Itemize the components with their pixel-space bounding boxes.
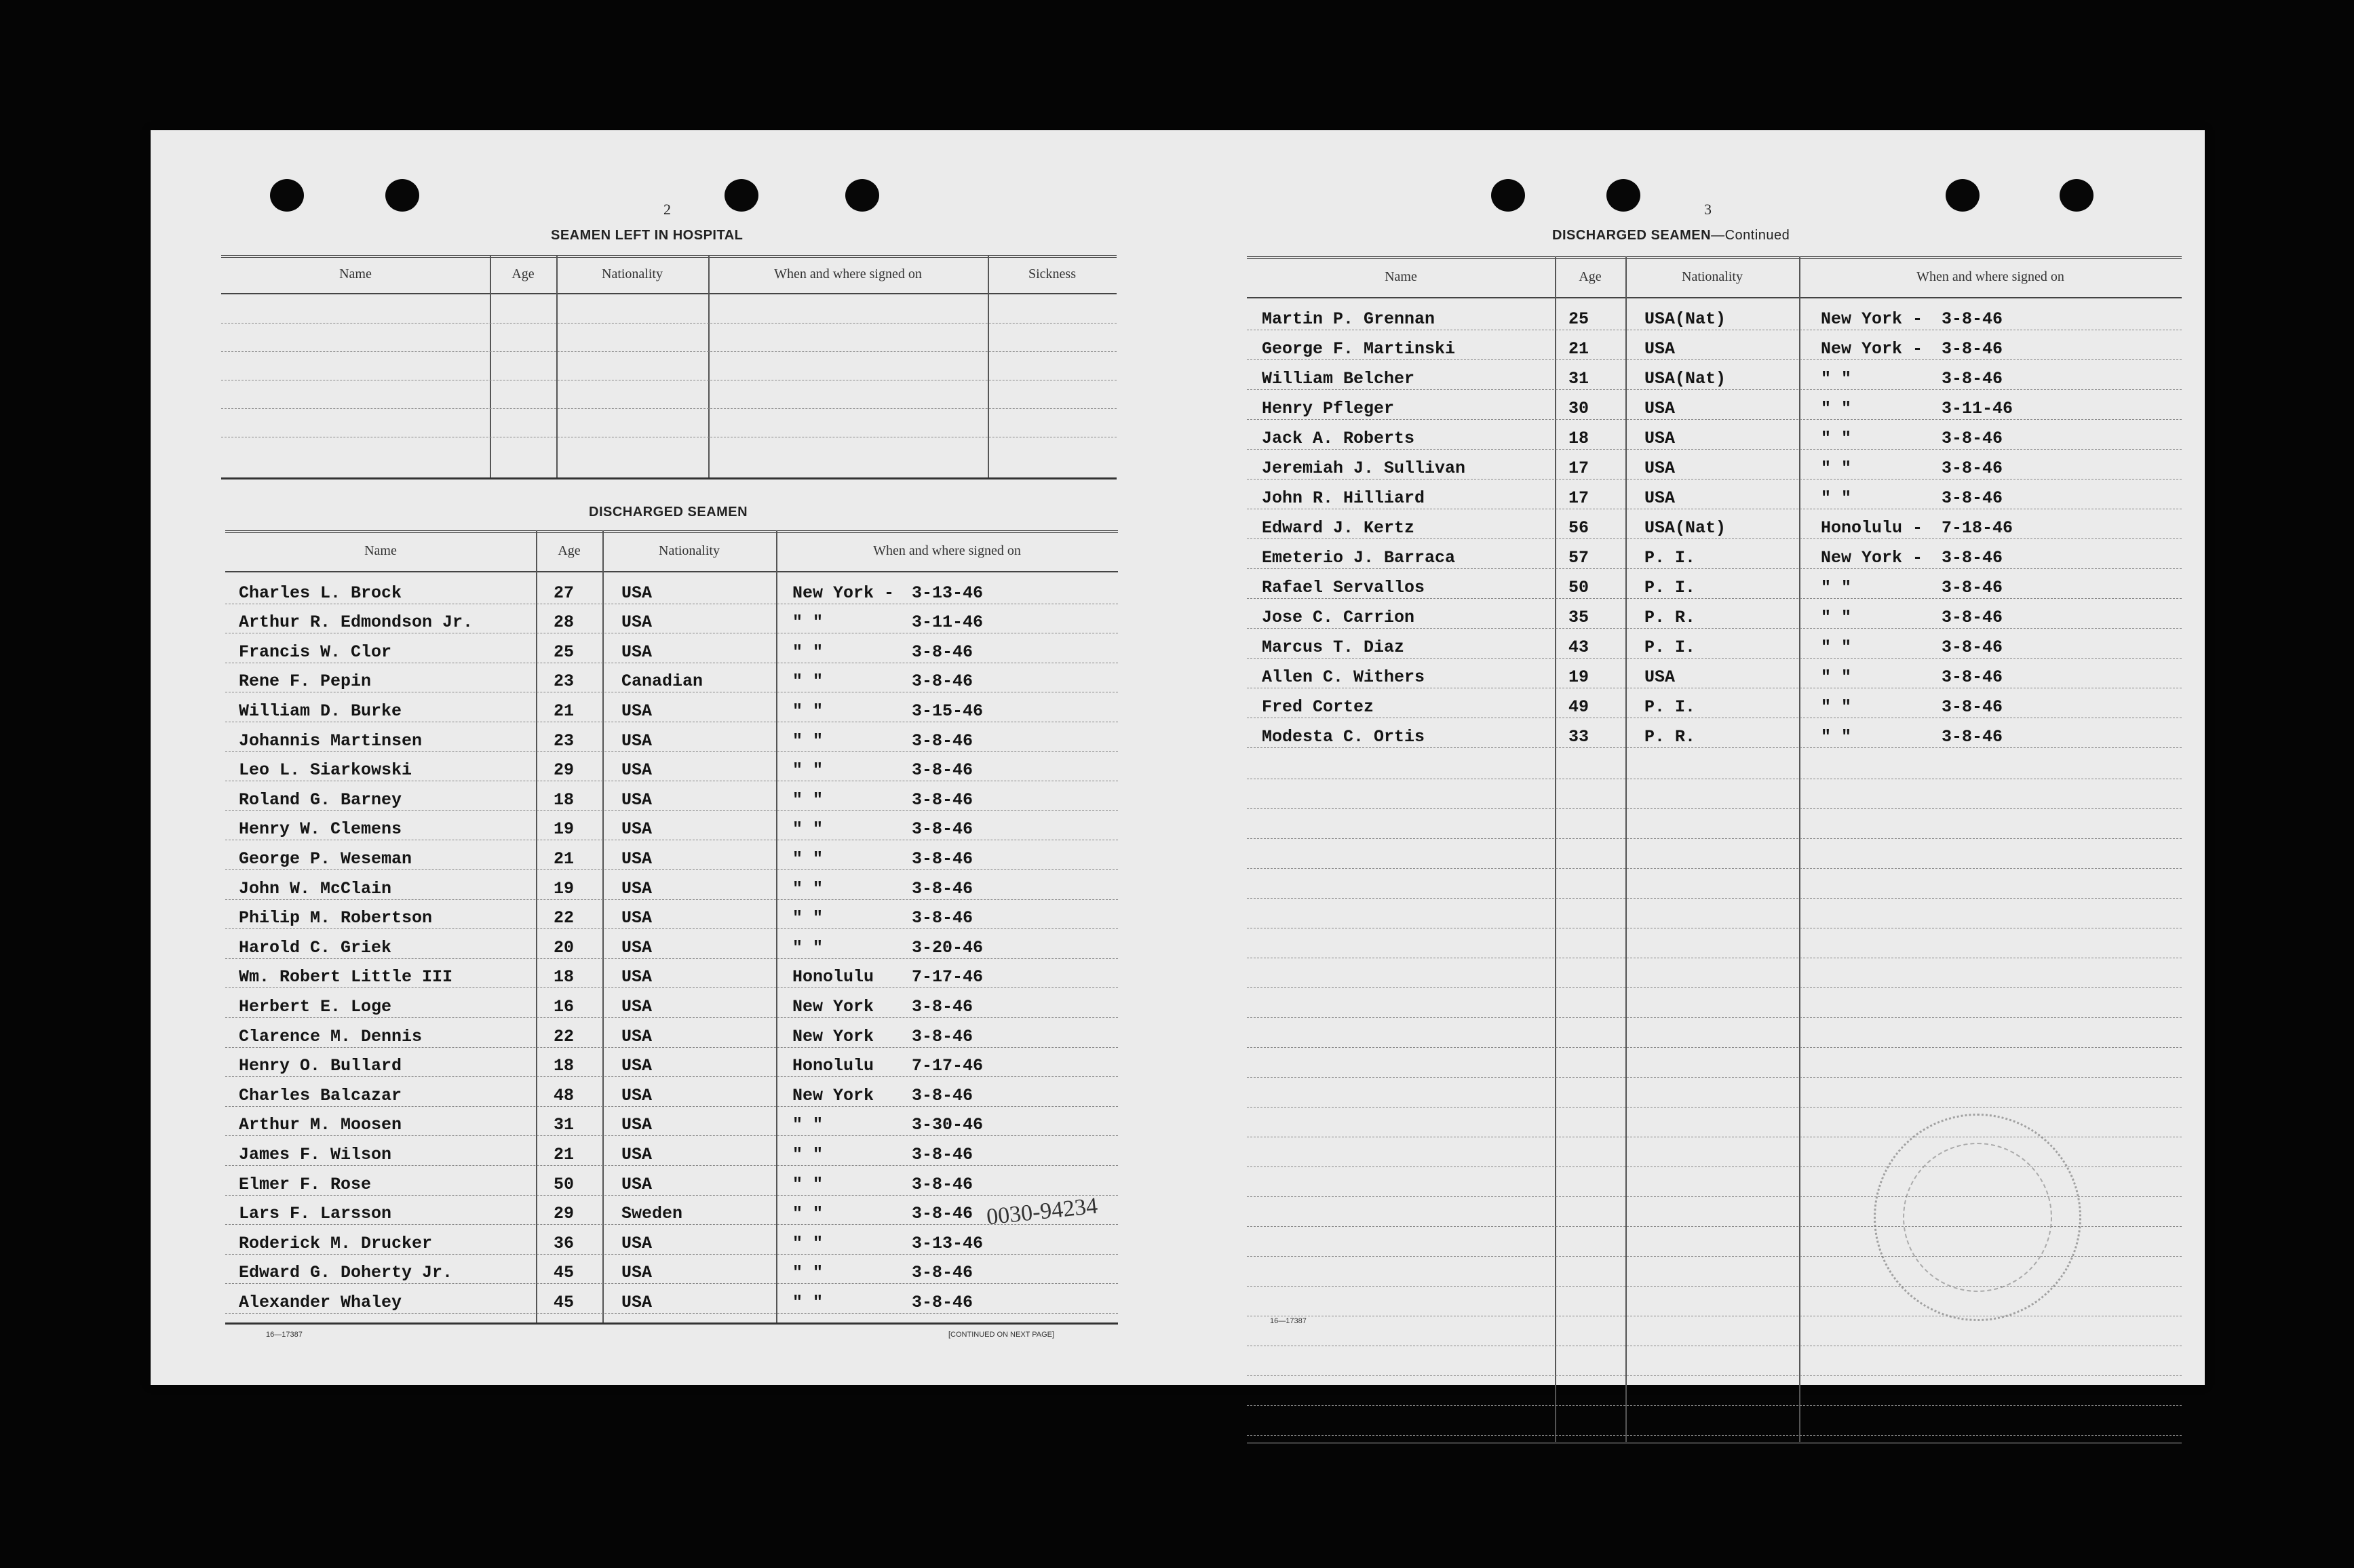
seaman-age: 35 [1568, 608, 1589, 627]
signed-on-place: " " [1821, 697, 1852, 717]
punch-hole [2060, 179, 2093, 212]
seaman-nationality: P. I. [1644, 638, 1696, 657]
signed-on-place: " " [792, 878, 824, 899]
signed-on-place: " " [1821, 399, 1852, 418]
document-sheet [151, 130, 2205, 1385]
signed-on-place: " " [792, 848, 824, 869]
continued-note: [CONTINUED ON NEXT PAGE] [948, 1331, 1055, 1339]
seaman-name: Lars F. Larsson [239, 1204, 392, 1224]
signed-on-place: " " [792, 1292, 824, 1312]
seaman-name: Alexander Whaley [239, 1292, 402, 1312]
right-section-title [1552, 228, 1790, 243]
seaman-age: 31 [554, 1115, 575, 1135]
signed-on-date: 3-11-46 [1942, 399, 2013, 418]
right-title-suffix: —Continued [1711, 228, 1790, 243]
signed-on-place: Honolulu - [1821, 518, 1923, 538]
left-header-age: Age [558, 543, 581, 558]
signed-on-place: " " [792, 701, 824, 721]
signed-on-place: " " [1821, 488, 1852, 508]
signed-on-date: 3-8-46 [1942, 429, 2003, 448]
seaman-name: Charles L. Brock [239, 583, 402, 603]
seaman-age: 25 [1568, 309, 1589, 329]
signed-on-date: 7-17-46 [912, 967, 984, 987]
table-row [225, 1078, 1118, 1108]
signed-on-date: 7-18-46 [1942, 518, 2013, 538]
seaman-age: 30 [1568, 399, 1589, 418]
right-header-signed-on: When and where signed on [1916, 269, 2064, 284]
seaman-age: 56 [1568, 518, 1589, 538]
seaman-name: Roland G. Barney [239, 789, 402, 810]
seaman-nationality: USA [621, 1144, 653, 1164]
signed-on-date: 3-8-46 [1942, 697, 2003, 717]
signed-on-date: 3-8-46 [912, 848, 973, 869]
seaman-age: 23 [554, 671, 575, 692]
signed-on-place: " " [792, 819, 824, 840]
signed-on-place: Honolulu [792, 967, 874, 987]
seaman-age: 18 [554, 967, 575, 987]
seaman-nationality: USA [1644, 458, 1676, 478]
signed-on-date: 3-8-46 [1942, 638, 2003, 657]
signed-on-place: " " [1821, 638, 1852, 657]
signed-on-date: 3-8-46 [1942, 548, 2003, 568]
seaman-name: Leo L. Siarkowski [239, 760, 412, 781]
table-row [225, 723, 1118, 753]
seaman-name: Arthur M. Moosen [239, 1115, 402, 1135]
signed-on-date: 7-17-46 [912, 1056, 984, 1076]
circular-stamp [1874, 1114, 2081, 1321]
seaman-age: 18 [554, 789, 575, 810]
signed-on-date: 3-8-46 [1942, 667, 2003, 687]
seaman-age: 57 [1568, 548, 1589, 568]
seaman-age: 49 [1568, 697, 1589, 717]
signed-on-date: 3-8-46 [912, 1263, 973, 1283]
signed-on-date: 3-15-46 [912, 701, 984, 721]
table-row [225, 693, 1118, 723]
signed-on-place: " " [792, 1115, 824, 1135]
table-row [1247, 450, 2182, 480]
seaman-age: 28 [554, 612, 575, 633]
signed-on-place: " " [792, 1204, 824, 1224]
seaman-age: 22 [554, 1026, 575, 1046]
seaman-age: 36 [554, 1233, 575, 1253]
seaman-nationality: USA [621, 848, 653, 869]
signed-on-date: 3-8-46 [912, 760, 973, 781]
table-row [225, 575, 1118, 605]
signed-on-date: 3-8-46 [912, 730, 973, 751]
seaman-age: 22 [554, 908, 575, 928]
seaman-age: 21 [554, 701, 575, 721]
seaman-age: 45 [554, 1292, 575, 1312]
seaman-name: Charles Balcazar [239, 1085, 402, 1105]
seaman-name: Francis W. Clor [239, 642, 392, 662]
seaman-nationality: USA [621, 878, 653, 899]
signed-on-date: 3-11-46 [912, 612, 984, 633]
signed-on-place: " " [792, 937, 824, 958]
seaman-nationality: USA [621, 789, 653, 810]
seaman-age: 16 [554, 996, 575, 1017]
seaman-age: 21 [1568, 339, 1589, 359]
signed-on-place: " " [792, 1144, 824, 1164]
table-row [1247, 629, 2182, 659]
signed-on-date: 3-8-46 [1942, 309, 2003, 329]
hospital-header-age: Age [512, 266, 535, 281]
signed-on-date: 3-8-46 [912, 789, 973, 810]
signed-on-date: 3-8-46 [912, 1144, 973, 1164]
seaman-age: 25 [554, 642, 575, 662]
seaman-name: Elmer F. Rose [239, 1174, 372, 1194]
signed-on-date: 3-8-46 [912, 1026, 973, 1046]
seaman-age: 19 [554, 819, 575, 840]
hospital-table [221, 255, 1117, 484]
seaman-name: Henry W. Clemens [239, 819, 402, 840]
seaman-name: Roderick M. Drucker [239, 1233, 433, 1253]
signed-on-place: New York [792, 1085, 874, 1105]
seaman-nationality: USA [621, 967, 653, 987]
punch-hole [1606, 179, 1640, 212]
seaman-nationality: USA [621, 1056, 653, 1076]
seaman-nationality: P. I. [1644, 697, 1696, 717]
seaman-name: Fred Cortez [1262, 697, 1374, 717]
discharged-section-title: DISCHARGED SEAMEN [589, 505, 748, 520]
signed-on-date: 3-8-46 [912, 878, 973, 899]
signed-on-place: New York - [1821, 548, 1923, 568]
seaman-age: 17 [1568, 458, 1589, 478]
table-row [225, 782, 1118, 812]
hospital-header-nationality: Nationality [602, 266, 663, 281]
hospital-section-title: SEAMEN LEFT IN HOSPITAL [551, 228, 744, 243]
table-row [225, 841, 1118, 871]
table-row [225, 1137, 1118, 1167]
signed-on-place: " " [1821, 458, 1852, 478]
seaman-nationality: USA [621, 1263, 653, 1283]
seaman-age: 18 [1568, 429, 1589, 448]
signed-on-date: 3-8-46 [912, 1292, 973, 1312]
seaman-age: 21 [554, 1144, 575, 1164]
hospital-header-signed-on: When and where signed on [774, 266, 922, 281]
table-row [225, 1167, 1118, 1196]
table-row [1247, 420, 2182, 450]
right-title-main: DISCHARGED SEAMEN [1552, 228, 1712, 243]
seaman-nationality: P. I. [1644, 548, 1696, 568]
signed-on-date: 3-8-46 [1942, 578, 2003, 597]
signed-on-place: New York - [792, 583, 895, 603]
seaman-name: Marcus T. Diaz [1262, 638, 1405, 657]
signed-on-date: 3-30-46 [912, 1115, 984, 1135]
signed-on-date: 3-8-46 [1942, 369, 2003, 389]
signed-on-date: 3-13-46 [912, 583, 984, 603]
signed-on-date: 3-8-46 [912, 1174, 973, 1194]
signed-on-place: " " [792, 612, 824, 633]
signed-on-place: " " [1821, 727, 1852, 747]
left-header-name: Name [364, 543, 397, 558]
signed-on-place: " " [1821, 429, 1852, 448]
seaman-name: Clarence M. Dennis [239, 1026, 423, 1046]
table-row [225, 812, 1118, 842]
seaman-name: Emeterio J. Barraca [1262, 548, 1456, 568]
seaman-nationality: USA [621, 760, 653, 781]
signed-on-date: 3-8-46 [1942, 608, 2003, 627]
seaman-age: 27 [554, 583, 575, 603]
left-header-nationality: Nationality [659, 543, 720, 558]
signed-on-place: " " [792, 789, 824, 810]
signed-on-place: New York [792, 996, 874, 1017]
punch-hole [725, 179, 758, 212]
seaman-nationality: Canadian [621, 671, 703, 692]
seaman-nationality: USA [621, 642, 653, 662]
seaman-age: 48 [554, 1085, 575, 1105]
seaman-age: 50 [554, 1174, 575, 1194]
seaman-name: Wm. Robert Little III [239, 967, 453, 987]
seaman-name: Harold C. Griek [239, 937, 392, 958]
table-row [225, 901, 1118, 930]
signed-on-place: " " [792, 908, 824, 928]
seaman-age: 50 [1568, 578, 1589, 597]
left-header-signed-on: When and where signed on [873, 543, 1021, 558]
seaman-name: Rene F. Pepin [239, 671, 372, 692]
table-row [225, 960, 1118, 989]
punch-hole [845, 179, 879, 212]
table-row [1247, 480, 2182, 510]
seaman-nationality: USA [621, 937, 653, 958]
table-row [225, 1019, 1118, 1048]
signed-on-place: " " [1821, 369, 1852, 389]
page-number-right: 3 [1704, 201, 1712, 218]
seaman-age: 19 [1568, 667, 1589, 687]
seaman-name: Henry O. Bullard [239, 1056, 402, 1076]
right-header-name: Name [1385, 269, 1417, 284]
seaman-name: Philip M. Robertson [239, 908, 433, 928]
seaman-nationality: Sweden [621, 1204, 683, 1224]
seaman-name: Jeremiah J. Sullivan [1262, 458, 1466, 478]
signed-on-date: 3-8-46 [912, 1204, 973, 1224]
seaman-name: John W. McClain [239, 878, 392, 899]
table-row [225, 1226, 1118, 1255]
seaman-nationality: USA [621, 996, 653, 1017]
table-row [1247, 570, 2182, 600]
discharged-table-left [225, 530, 1118, 1332]
seaman-name: James F. Wilson [239, 1144, 392, 1164]
seaman-nationality: P. R. [1644, 727, 1696, 747]
handwritten-note: 0030-94234 [985, 1193, 1099, 1230]
seaman-name: Jack A. Roberts [1262, 429, 1415, 448]
table-row [225, 871, 1118, 901]
table-row [225, 753, 1118, 783]
seaman-name: Modesta C. Ortis [1262, 727, 1425, 747]
seaman-name: William Belcher [1262, 369, 1415, 389]
seaman-age: 21 [554, 848, 575, 869]
signed-on-place: " " [1821, 578, 1852, 597]
punch-hole [270, 179, 304, 212]
seaman-nationality: USA [1644, 339, 1676, 359]
seaman-nationality: USA [621, 612, 653, 633]
punch-hole [1491, 179, 1525, 212]
seaman-name: Herbert E. Loge [239, 996, 392, 1017]
signed-on-place: Honolulu [792, 1056, 874, 1076]
hospital-header-sickness: Sickness [1028, 266, 1076, 281]
signed-on-place: " " [792, 1263, 824, 1283]
seaman-nationality: USA [1644, 429, 1676, 448]
table-row [1247, 510, 2182, 540]
punch-hole [385, 179, 419, 212]
form-number-right: 16—17387 [1270, 1317, 1307, 1325]
seaman-nationality: USA [621, 701, 653, 721]
form-number-left: 16—17387 [266, 1331, 303, 1339]
table-row [225, 1255, 1118, 1285]
page-number-left: 2 [663, 201, 671, 218]
punch-hole [1946, 179, 1980, 212]
signed-on-place: " " [792, 1233, 824, 1253]
signed-on-date: 3-8-46 [912, 1085, 973, 1105]
seaman-name: George P. Weseman [239, 848, 412, 869]
table-row [225, 989, 1118, 1019]
seaman-nationality: USA [621, 1115, 653, 1135]
table-row [1247, 659, 2182, 689]
seaman-age: 17 [1568, 488, 1589, 508]
table-row [1247, 689, 2182, 719]
table-row [225, 634, 1118, 664]
seaman-nationality: USA [1644, 667, 1676, 687]
seaman-nationality: P. R. [1644, 608, 1696, 627]
seaman-age: 19 [554, 878, 575, 899]
table-row [1247, 391, 2182, 420]
seaman-name: William D. Burke [239, 701, 402, 721]
signed-on-date: 3-8-46 [912, 996, 973, 1017]
seaman-nationality: USA [621, 730, 653, 751]
seaman-nationality: USA [621, 1026, 653, 1046]
signed-on-date: 3-8-46 [1942, 458, 2003, 478]
seaman-nationality: USA [621, 583, 653, 603]
seaman-name: Rafael Servallos [1262, 578, 1425, 597]
seaman-nationality: USA [621, 1174, 653, 1194]
signed-on-place: " " [792, 671, 824, 692]
seaman-name: Edward G. Doherty Jr. [239, 1263, 453, 1283]
seaman-name: Jose C. Carrion [1262, 608, 1415, 627]
seaman-age: 45 [554, 1263, 575, 1283]
seaman-nationality: USA [1644, 488, 1676, 508]
signed-on-date: 3-8-46 [912, 819, 973, 840]
signed-on-date: 3-8-46 [912, 671, 973, 692]
signed-on-place: " " [792, 760, 824, 781]
table-row [1247, 301, 2182, 331]
seaman-name: Henry Pfleger [1262, 399, 1395, 418]
seaman-nationality: P. I. [1644, 578, 1696, 597]
seaman-name: Edward J. Kertz [1262, 518, 1415, 538]
signed-on-place: " " [792, 642, 824, 662]
seaman-name: Johannis Martinsen [239, 730, 423, 751]
signed-on-date: 3-8-46 [1942, 339, 2003, 359]
table-row [225, 605, 1118, 635]
signed-on-place: New York [792, 1026, 874, 1046]
seaman-age: 31 [1568, 369, 1589, 389]
seaman-nationality: USA [621, 908, 653, 928]
signed-on-date: 3-13-46 [912, 1233, 984, 1253]
seaman-age: 33 [1568, 727, 1589, 747]
signed-on-place: New York - [1821, 339, 1923, 359]
seaman-age: 23 [554, 730, 575, 751]
signed-on-date: 3-8-46 [1942, 488, 2003, 508]
hospital-header-name: Name [339, 266, 372, 281]
seaman-age: 29 [554, 1204, 575, 1224]
signed-on-date: 3-8-46 [912, 642, 973, 662]
seaman-name: Arthur R. Edmondson Jr. [239, 612, 474, 633]
seaman-nationality: USA(Nat) [1644, 518, 1726, 538]
signed-on-date: 3-8-46 [912, 908, 973, 928]
seaman-nationality: USA [621, 819, 653, 840]
seaman-nationality: USA [621, 1292, 653, 1312]
seaman-name: Martin P. Grennan [1262, 309, 1435, 329]
table-row [225, 1285, 1118, 1314]
seaman-name: John R. Hilliard [1262, 488, 1425, 508]
seaman-name: Allen C. Withers [1262, 667, 1425, 687]
right-header-nationality: Nationality [1682, 269, 1743, 284]
table-row [1247, 331, 2182, 361]
table-row [1247, 719, 2182, 749]
seaman-nationality: USA(Nat) [1644, 309, 1726, 329]
table-row [1247, 361, 2182, 391]
seaman-name: George F. Martinski [1262, 339, 1456, 359]
signed-on-place: " " [792, 1174, 824, 1194]
table-row [225, 664, 1118, 694]
seaman-age: 29 [554, 760, 575, 781]
seaman-age: 18 [554, 1056, 575, 1076]
seaman-age: 43 [1568, 638, 1589, 657]
signed-on-place: New York - [1821, 309, 1923, 329]
seaman-nationality: USA [1644, 399, 1676, 418]
signed-on-place: " " [1821, 608, 1852, 627]
signed-on-place: " " [1821, 667, 1852, 687]
table-row [225, 1196, 1118, 1226]
signed-on-place: " " [792, 730, 824, 751]
right-header-age: Age [1579, 269, 1602, 284]
signed-on-date: 3-8-46 [1942, 727, 2003, 747]
seaman-nationality: USA [621, 1085, 653, 1105]
table-row [1247, 600, 2182, 629]
seaman-nationality: USA(Nat) [1644, 369, 1726, 389]
table-row [225, 930, 1118, 960]
seaman-age: 20 [554, 937, 575, 958]
signed-on-date: 3-20-46 [912, 937, 984, 958]
seaman-nationality: USA [621, 1233, 653, 1253]
table-row [225, 1108, 1118, 1137]
table-row [1247, 540, 2182, 570]
table-row [225, 1048, 1118, 1078]
